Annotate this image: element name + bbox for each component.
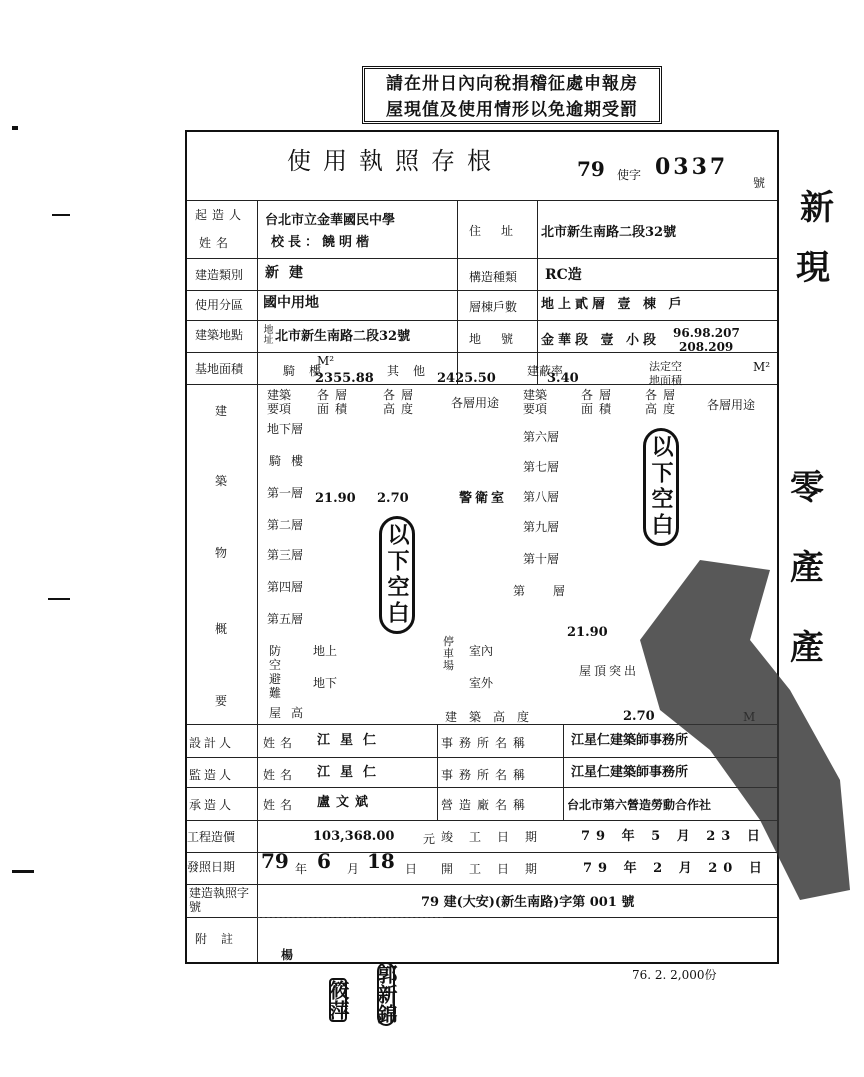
completion: 79 年 5 月 23 日 [581, 829, 766, 844]
designer-office: 江星仁建築師事務所 [571, 733, 689, 748]
label-use: 各層用途 [451, 396, 500, 410]
label-build: 建 [215, 404, 228, 418]
label-supervisor: 監造人 [189, 768, 235, 782]
ink-smudge [640, 560, 850, 900]
rule [457, 200, 458, 384]
supervisor-office: 江星仁建築師事務所 [571, 765, 689, 780]
label-area: 基地面積 [195, 362, 244, 376]
label-f10: 第十層 [523, 552, 560, 566]
other-area: 2425.50 [437, 371, 496, 386]
label-coverage: 建蔽率 [527, 364, 564, 378]
unit-m2-b: M² [753, 360, 771, 374]
supervisor: 江星仁 [317, 765, 387, 780]
label-build2: 築 [215, 474, 228, 488]
issue-day: 18 [367, 849, 395, 873]
f1-area: 21.90 [315, 491, 356, 506]
margin-mark [48, 598, 70, 600]
designer: 江星仁 [317, 733, 387, 748]
label-f8: 第八層 [523, 490, 560, 504]
floors: 地上貳層 壹 棟 戶 [541, 297, 686, 312]
label-under: 地下 [313, 676, 338, 690]
margin-mark [52, 214, 70, 216]
permit-number: 0337 [655, 154, 729, 180]
contractor-factory: 台北市第六營造勞動合作社 [567, 798, 712, 812]
label-category: 建造類別 [195, 268, 244, 282]
label-name: 姓名 [199, 236, 234, 250]
rule [187, 200, 777, 201]
unit-m2-a: M² [317, 354, 335, 368]
edge-char-5: 產 [790, 628, 824, 668]
label-qilou: 騎樓 [269, 454, 314, 468]
permit-year: 79 [577, 157, 605, 181]
edge-char-2: 現 [796, 248, 830, 288]
rule [257, 200, 258, 962]
label-legal-area: 法定空地面積 [649, 360, 682, 387]
margin-mark [12, 126, 18, 130]
lot: 金華段 壹 小段 [541, 333, 661, 348]
f1-height: 2.70 [377, 491, 409, 506]
label-roof: 屋高 [269, 706, 314, 720]
builder-address: 北市新生南路二段32號 [541, 225, 677, 240]
bheight: 2.70 [623, 709, 655, 724]
label-lot: 地號 [469, 332, 534, 346]
label-permit-no: 建造執照字號 [189, 886, 250, 914]
blank-stamp-right: 以下空白 [643, 428, 679, 546]
category: 新建 [265, 265, 313, 281]
permit-hao: 號 [753, 176, 766, 190]
label-floor-area: 各層面積 [317, 388, 354, 416]
label-f9: 第九層 [523, 520, 560, 534]
builder-1: 台北市立金華國民中學 [265, 213, 396, 228]
label-arcade: 騎樓 [283, 364, 336, 378]
rule [537, 200, 538, 384]
edge-char-3: 零 [790, 468, 824, 508]
cost: 103,368.00 [313, 829, 395, 844]
label-contractor: 承造人 [189, 798, 235, 812]
label-site-prefix: 地址 [261, 324, 272, 344]
rule [187, 320, 777, 321]
label-f2: 第二層 [267, 518, 304, 532]
label-issue: 發照日期 [187, 860, 236, 874]
builder-2: 校長：饒明楷 [271, 235, 374, 250]
label-f3: 第三層 [267, 548, 304, 562]
f1-use: 警衛室 [459, 491, 508, 506]
label-out: 室外 [469, 676, 494, 690]
arcade-area: 2355.88 [315, 371, 374, 386]
label-shelter: 防空避難 [269, 644, 292, 700]
signature-block [257, 917, 443, 1033]
label-build4: 概 [215, 622, 228, 636]
total-area: 21.90 [567, 625, 608, 640]
label-designer: 設計人 [189, 736, 235, 750]
label-structure: 構造種類 [469, 270, 518, 284]
form-footer: 76. 2. 2,000份 [632, 968, 717, 982]
label-f4: 第四層 [267, 580, 304, 594]
label-designer-name: 姓名 [263, 736, 298, 750]
label-basement: 地下層 [267, 422, 304, 436]
label-rooftop: 屋頂突出 [579, 664, 640, 678]
label-build5: 要 [215, 694, 228, 708]
zone: 國中用地 [263, 295, 319, 311]
signature-2: 筱萍 [326, 980, 350, 1020]
label-address: 住址 [469, 224, 534, 238]
label-site: 建築地點 [195, 328, 244, 342]
label-ground: 地上 [313, 644, 338, 658]
blank-stamp-left: 以下空白 [379, 516, 415, 634]
permit-char: 使字 [617, 168, 642, 182]
label-bheight: 建築高度 [445, 710, 542, 724]
label-f6: 第六層 [523, 430, 560, 444]
edge-char-4: 產 [790, 548, 824, 588]
label-completion: 竣工日期 [441, 830, 554, 844]
rule [563, 724, 564, 820]
label-parking: 停車場 [443, 635, 454, 672]
label-floor-height: 各層高度 [383, 388, 420, 416]
label-supervisor-name: 姓名 [263, 768, 298, 782]
edge-char-1: 新 [800, 188, 834, 228]
lot-nums: 96.98.207 [673, 326, 740, 340]
start: 79 年 2 月 20 日 [583, 861, 768, 876]
label-floor-height-r: 各層高度 [645, 388, 682, 416]
label-d: 日 [405, 862, 418, 876]
label-use-r: 各層用途 [707, 398, 756, 412]
label-yuan: 元 [423, 832, 436, 846]
rule [437, 724, 438, 820]
label-note: 附註 [195, 932, 248, 946]
form-title: 使用執照存根 [287, 147, 503, 175]
margin-mark [12, 870, 34, 873]
permit-no: 79 建(大安)(新生南路)字第 001 號 [421, 895, 635, 910]
notice-line1: 請在卅日內向稅捐稽征處申報房 [386, 74, 638, 94]
issue-year: 79 [261, 849, 289, 873]
label-other: 其他 [387, 364, 440, 378]
label-f5: 第五層 [267, 612, 304, 626]
signature-1: 楊 [281, 948, 294, 962]
rule [187, 258, 777, 259]
label-zone: 使用分區 [195, 298, 244, 312]
rule [187, 290, 777, 291]
label-start: 開工日期 [441, 862, 554, 876]
coverage: 3.40 [547, 371, 579, 386]
label-contractor-name: 姓名 [263, 798, 298, 812]
label-builder: 起造人 [195, 208, 247, 222]
label-m: 月 [347, 862, 360, 876]
label-in: 室內 [469, 644, 494, 658]
label-y: 年 [295, 862, 308, 876]
label-office-1: 事務所名稱 [441, 736, 532, 750]
label-office-2: 事務所名稱 [441, 768, 532, 782]
signature-3: 郭新錦 [374, 964, 398, 1024]
label-build3: 物 [215, 546, 228, 560]
label-cost: 工程造價 [187, 830, 236, 844]
contractor: 盧文斌 [317, 795, 375, 810]
site: 北市新生南路二段32號 [275, 329, 411, 344]
label-item: 建築要項 [267, 388, 292, 416]
label-item-r: 建築要項 [523, 388, 548, 416]
label-factory: 營造廠名稱 [441, 798, 532, 812]
lot-nums2: 208.209 [679, 340, 734, 354]
structure: RC造 [545, 267, 582, 283]
label-f1: 第一層 [267, 486, 304, 500]
label-floors: 層棟戶數 [469, 300, 518, 314]
label-f7: 第七層 [523, 460, 560, 474]
label-fx: 第 層 [513, 584, 577, 598]
notice-line2: 屋現值及使用情形以免逾期受罰 [386, 100, 638, 120]
issue-month: 6 [317, 849, 331, 873]
label-floor-area-r: 各層面積 [581, 388, 618, 416]
notice-stamp [362, 66, 662, 124]
